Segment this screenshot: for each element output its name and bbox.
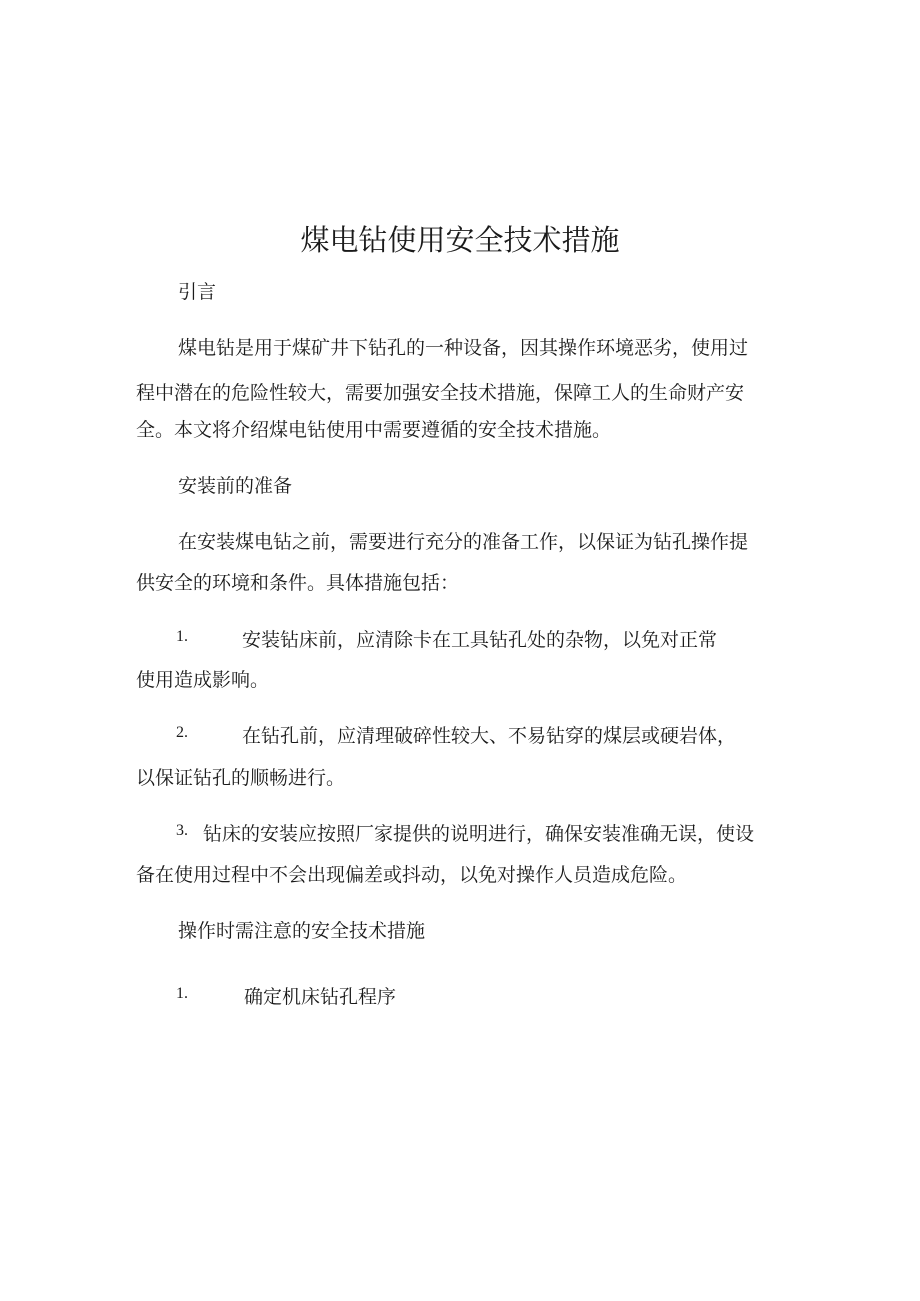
intro-line-3: 全。本文将介绍煤电钻使用中需要遵循的安全技术措施。 xyxy=(136,419,612,441)
document-title: 煤电钻使用安全技术措施 xyxy=(300,223,620,257)
ops-list-item-1: 确定机床钻孔程序 xyxy=(244,986,397,1008)
list-item-number: 1. xyxy=(176,985,188,1002)
list-item-number: 2. xyxy=(176,724,188,741)
prep-line-1: 在安装煤电钻之前，需要进行充分的准备工作，以保证为钻孔操作提 xyxy=(178,531,749,553)
section-heading-intro: 引言 xyxy=(178,281,217,303)
list-item-2-line-1: 在钻孔前，应清理破碎性较大、不易钻穿的煤层或硬岩体， xyxy=(242,725,737,747)
list-item-1-line-1: 安装钻床前，应清除卡在工具钻孔处的杂物，以免对正常 xyxy=(242,629,718,651)
list-item-number: 1. xyxy=(176,628,188,645)
section-heading-prep: 安装前的准备 xyxy=(178,475,293,497)
intro-line-1: 煤电钻是用于煤矿井下钻孔的一种设备，因其操作环境恶劣，使用过 xyxy=(178,337,749,359)
list-item-3-line-2: 备在使用过程中不会出现偏差或抖动，以免对操作人员造成危险。 xyxy=(136,864,688,886)
list-item-number: 3. xyxy=(176,822,188,839)
list-item-2-line-2: 以保证钻孔的顺畅进行。 xyxy=(136,767,346,789)
intro-line-2: 程中潜在的危险性较大，需要加强安全技术措施，保障工人的生命财产安 xyxy=(136,382,745,404)
prep-line-2: 供安全的环境和条件。具体措施包括： xyxy=(136,572,460,594)
list-item-3-line-1: 钻床的安装应按照厂家提供的说明进行，确保安装准确无误，使设 xyxy=(203,823,755,845)
list-item-1-line-2: 使用造成影响。 xyxy=(136,669,270,691)
section-heading-operations: 操作时需注意的安全技术措施 xyxy=(178,920,426,942)
